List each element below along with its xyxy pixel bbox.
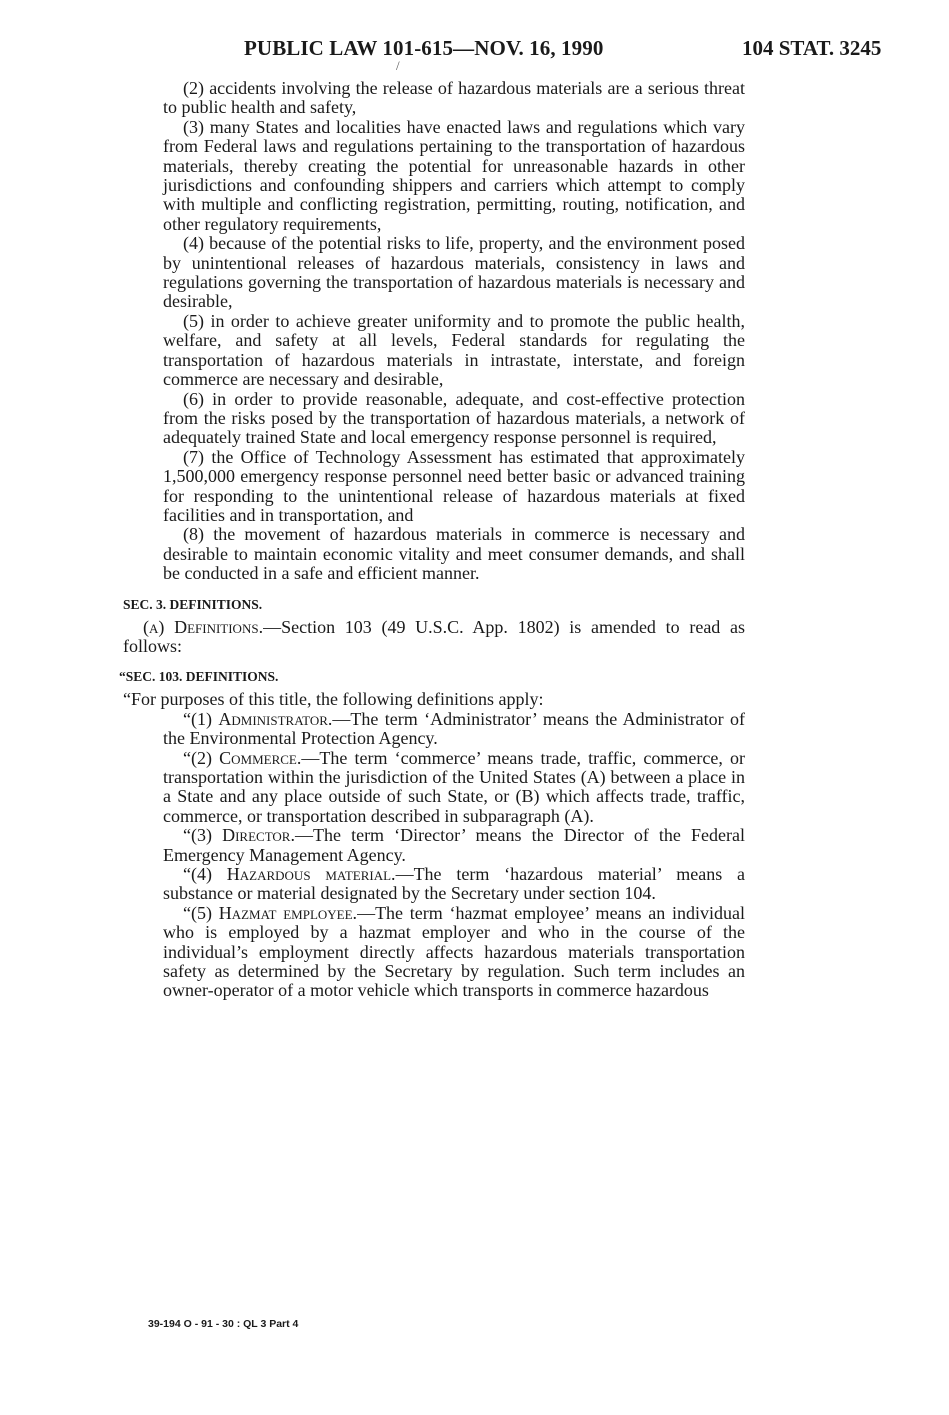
definition-text: —The term ‘Director’ means the Director of the Federal Emergency Management Agency. bbox=[163, 825, 745, 865]
definition-term: Director. bbox=[222, 825, 295, 846]
scan-mark: / bbox=[396, 58, 400, 73]
definition-paragraph bbox=[163, 749, 745, 827]
definition-paragraph bbox=[163, 826, 745, 865]
definition-text: —The term ‘commerce’ means trade, traffic, commerce, or transportation within the jurisdiction of the United States (A) between a place in a State and any place outside of such State, or (B) which affects trade, traffic, commerce, or transportation described in subparagraph (A). bbox=[163, 747, 745, 826]
finding-paragraph: (7) the Office of Technology Assessment has estimated that approximately 1,500,000 emergency response personnel need better basic or advanced training for responding to the unintentional release of hazardous materials at fixed facilities and in transportation, and bbox=[163, 446, 745, 525]
quoted-section-heading: “SEC. 103. DEFINITIONS. bbox=[119, 669, 279, 685]
subsection-label: (a) Definitions. bbox=[143, 616, 264, 637]
definition-number: “(1) bbox=[183, 708, 219, 729]
definitions-intro: “For purposes of this title, the following definitions apply: bbox=[123, 689, 544, 710]
finding-paragraph: (6) in order to provide reasonable, adequate, and cost-effective protection from the risks posed by the transportation of hazardous materials, a network of adequately trained State and local emergency response personnel is required, bbox=[163, 388, 745, 448]
definition-text: —The term ‘Administrator’ means the Administrator of the Environmental Protection Agency. bbox=[163, 708, 745, 749]
statute-page-number: 104 STAT. 3245 bbox=[742, 36, 882, 60]
finding-paragraph: (2) accidents involving the release of hazardous materials are a serious threat to public health and safety, bbox=[163, 78, 745, 118]
print-job-code: 39-194 O - 91 - 30 : QL 3 Part 4 bbox=[148, 1318, 299, 1330]
definition-paragraph bbox=[163, 710, 745, 749]
amendment-paragraph bbox=[123, 618, 745, 657]
definition-number: “(5) bbox=[183, 902, 219, 923]
subsection-text: —Section 103 (49 U.S.C. App. 1802) is amended to read as follows: bbox=[123, 616, 745, 656]
definition-number: “(2) bbox=[183, 747, 220, 768]
finding-paragraph: (3) many States and localities have enacted laws and regulations which vary from Federal laws and regulations pertaining to the transportation of hazardous materials, thereby creating the potential for unreasonable hazards in other jurisdictions and confounding shippers and carriers which attempt to comply with multiple and conflicting registration, permitting, routing, notification, and other regulatory requirements, bbox=[163, 116, 745, 234]
definition-paragraph bbox=[163, 865, 745, 904]
finding-paragraph: (8) the movement of hazardous materials in commerce is necessary and desirable to maintain economic vitality and meet consumer demands, and shall be conducted in a safe and efficient manner. bbox=[163, 524, 745, 584]
definition-text: —The term ‘hazmat employee’ means an individual who is employed by a hazmat employer and who in the course of the individual’s employment directly affects hazardous materials transportation safety as determined by the Secretary by regulation. Such term includes an owner-operator of a motor vehicle which transports in commerce hazardous bbox=[163, 902, 745, 1001]
section-heading: SEC. 3. DEFINITIONS. bbox=[123, 596, 263, 612]
definition-term: Hazardous material. bbox=[226, 864, 396, 885]
definition-term: Commerce. bbox=[219, 747, 302, 768]
definition-number: “(4) bbox=[183, 864, 227, 885]
definition-text: —The term ‘hazardous material’ means a substance or material designated by the Secretary under section 104. bbox=[163, 864, 746, 904]
definition-term: Hazmat employee. bbox=[218, 902, 358, 923]
definition-paragraph bbox=[163, 904, 745, 1001]
definition-number: “(3) bbox=[183, 825, 223, 846]
definition-term: Administrator. bbox=[218, 708, 333, 729]
finding-paragraph: (5) in order to achieve greater uniformity and to promote the public health, welfare, and safety at all levels, Federal standards for regulating the transportation of hazardous materials in intrastate, interstate, and foreign commerce are necessary and desirable, bbox=[163, 310, 745, 390]
document-body bbox=[119, 78, 746, 1001]
running-header-title: PUBLIC LAW 101-615—NOV. 16, 1990 bbox=[244, 36, 604, 60]
finding-paragraph: (4) because of the potential risks to life, property, and the environment posed by unintentional releases of hazardous materials, consistency in laws and regulations governing the transportation of hazardous materials is necessary and desirable, bbox=[163, 233, 745, 312]
